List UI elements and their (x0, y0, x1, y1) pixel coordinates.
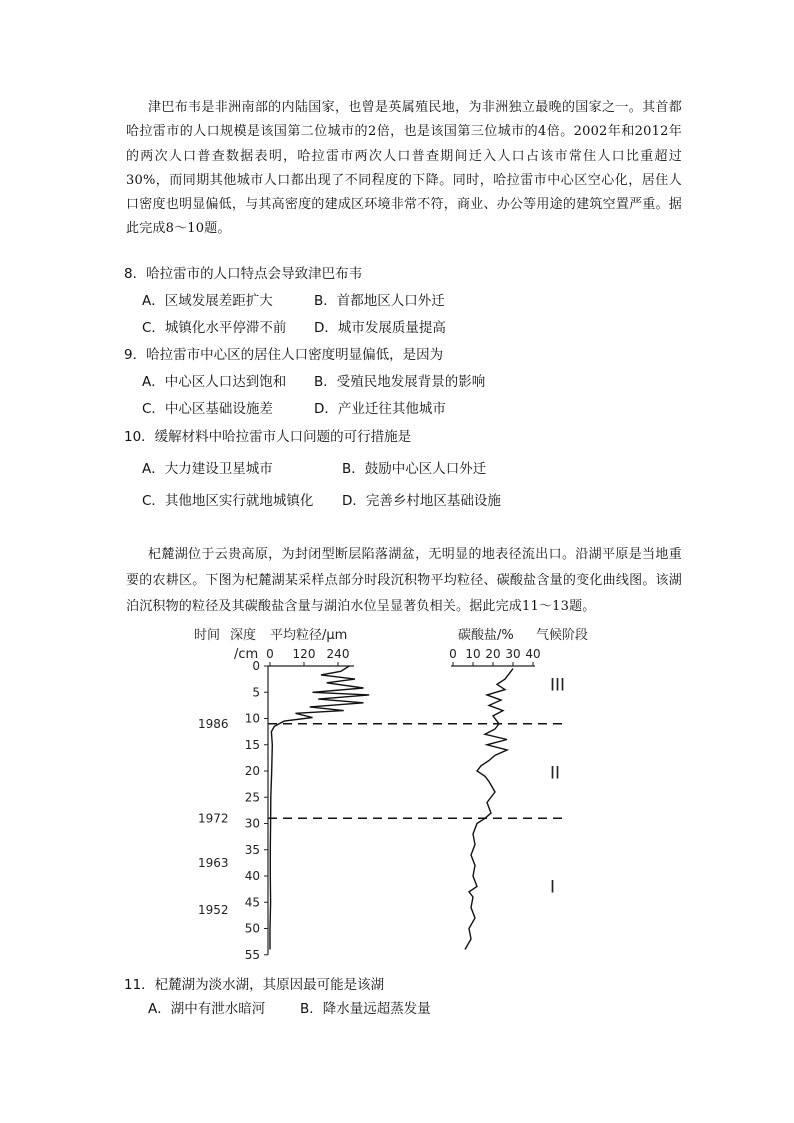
depth-tick-label: 15 (244, 737, 260, 752)
question-10-stem: 10．缓解材料中哈拉雷市人口问题的可行措施是 (124, 429, 412, 445)
grain-tick-label: 240 (326, 647, 350, 661)
q11-option-b[interactable]: B．降水量远超蒸发量 (300, 1001, 431, 1017)
q10-option-d[interactable]: D．完善乡村地区基础设施 (342, 493, 501, 509)
depth-tick-label: 55 (244, 947, 260, 960)
passage-qilu-lake: 杞麓湖位于云贵高原，为封闭型断层陷落湖盆，无明显的地表径流出口。沿湖平原是当地重要的农耕区。下图为杞麓湖某采样点部分时段沉积物平均粒径、碳酸盐含量的变化曲线图。该湖泊沉积物的粒径及其碳酸盐含量与湖泊水位呈显著负相关。据此完成11～13题。 (126, 547, 682, 614)
header-time: 时间 (194, 628, 221, 643)
depth-tick-label: 35 (244, 842, 260, 857)
grain-size-curve (270, 666, 369, 950)
depth-tick-label: 5 (252, 685, 260, 700)
carbonate-axis-title: 碳酸盐/% (458, 628, 514, 643)
depth-tick-label: 45 (244, 895, 260, 910)
passage-zimbabwe: 津巴布韦是非洲南部的内陆国家，也曾是英属殖民地，为非洲独立最晚的国家之一。其首都哈拉雷市的人口规模是该国第二位城市的2倍，也是该国第三位城市的4倍。2002年和2012年的两次人口普查数据表明，哈拉雷市两次人口普查期间迁入人口占该市常住人口比重超过30%，而同期其他城市人口都出现了不同程度的下降。同时，哈拉雷市中心区空心化，居住人口密度也明显偏低，与其高密度的建成区环境非常不符，商业、办公等用途的建筑空置严重。据此完成8～10题。 (126, 100, 682, 237)
depth-tick-label: 30 (244, 816, 260, 831)
question-8-stem: 8．哈拉雷市的人口特点会导致津巴布韦 (124, 266, 363, 282)
q8-option-c[interactable]: C．城镇化水平停滞不前 (142, 320, 287, 336)
q9-option-d[interactable]: D．产业迁往其他城市 (314, 401, 446, 417)
grain-tick-label: 0 (266, 647, 274, 661)
q9-option-a[interactable]: A．中心区人口达到饱和 (142, 374, 287, 390)
climate-stage-title: 气候阶段 (536, 628, 589, 643)
year-label: 1972 (198, 811, 229, 826)
carbonate-tick-label: 40 (525, 647, 541, 661)
sediment-profile-figure (190, 622, 590, 960)
carbonate-tick-label: 0 (449, 647, 457, 661)
q8-option-b[interactable]: B．首都地区人口外迁 (314, 293, 445, 309)
climate-stage-label: III (550, 675, 566, 696)
depth-tick-label: 0 (252, 659, 260, 673)
grain-axis-title: 平均粒径/μm (270, 628, 348, 643)
depth-tick-label: 10 (244, 711, 260, 726)
q8-option-d[interactable]: D．城市发展质量提高 (314, 320, 446, 336)
depth-tick-label: 20 (244, 764, 260, 778)
q9-option-b[interactable]: B．受殖民地发展背景的影响 (314, 374, 486, 390)
question-9-stem: 9．哈拉雷市中心区的居住人口密度明显偏低，是因为 (124, 347, 444, 363)
depth-tick-label: 25 (244, 790, 260, 805)
q8-option-a[interactable]: A．区域发展差距扩大 (142, 293, 273, 309)
depth-tick-label: 50 (244, 921, 260, 936)
q11-option-a[interactable]: A．湖中有泄水暗河 (148, 1001, 266, 1017)
question-11-stem: 11．杞麓湖为淡水湖，其原因最可能是该湖 (124, 977, 385, 993)
year-label: 1952 (198, 903, 229, 918)
header-depth: 深度 (230, 628, 257, 643)
q10-option-a[interactable]: A．大力建设卫星城市 (142, 461, 273, 477)
carbonate-curve (465, 669, 513, 950)
year-label: 1963 (198, 855, 229, 870)
grain-tick-label: 120 (292, 647, 316, 661)
carbonate-tick-label: 10 (465, 647, 481, 661)
climate-stage-label: I (550, 877, 556, 898)
header-unit: /cm (234, 647, 259, 662)
q10-option-b[interactable]: B．鼓励中心区人口外迁 (342, 461, 487, 477)
climate-stage-label: II (550, 763, 561, 784)
year-label: 1986 (198, 716, 229, 731)
carbonate-tick-label: 20 (485, 647, 501, 661)
q9-option-c[interactable]: C．中心区基础设施差 (142, 401, 273, 417)
depth-tick-label: 40 (244, 869, 260, 883)
carbonate-tick-label: 30 (505, 647, 521, 661)
q10-option-c[interactable]: C．其他地区实行就地城镇化 (142, 493, 314, 509)
